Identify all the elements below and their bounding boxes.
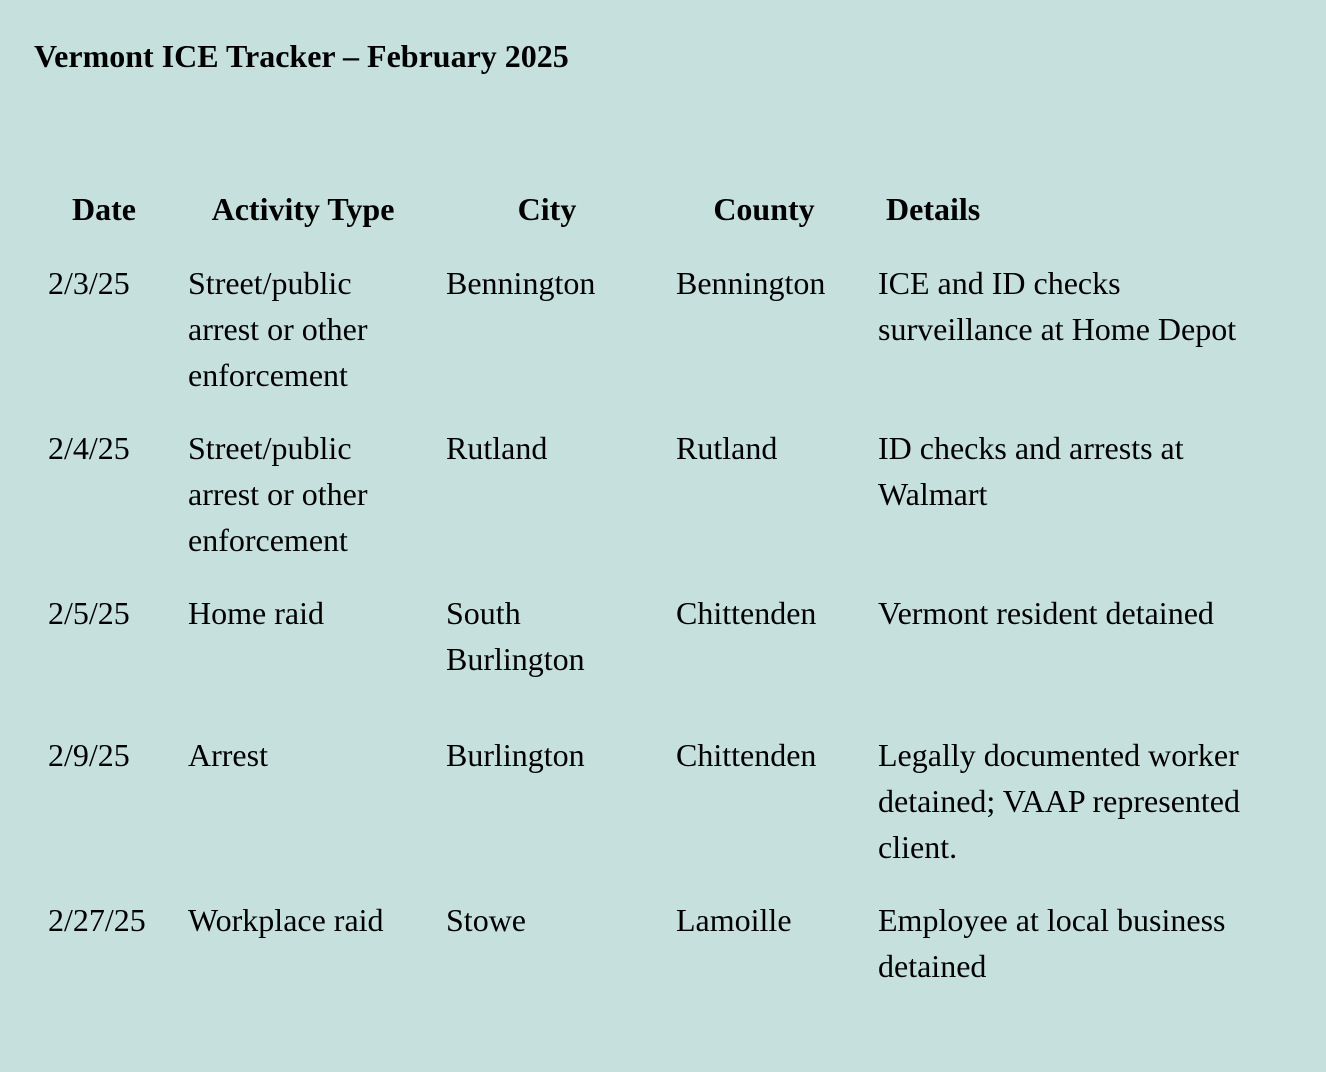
cell-activity-type: Workplace raid [188, 902, 384, 938]
cell-activity-type: Street/public arrest or other enforcement [188, 430, 368, 558]
cell-city: Burlington [446, 737, 585, 773]
cell-county: Chittenden [676, 595, 817, 631]
table-row [34, 260, 1274, 425]
table-row [34, 732, 1274, 897]
page-title: Vermont ICE Tracker – February 2025 [34, 38, 569, 74]
cell-date: 2/27/25 [48, 902, 146, 938]
cell-county: Bennington [676, 265, 826, 301]
cell-activity-type: Arrest [188, 737, 268, 773]
cell-date: 2/4/25 [48, 430, 130, 466]
table-row [34, 590, 1274, 732]
cell-details: ICE and ID checks surveillance at Home Depot [878, 265, 1237, 347]
table-row [34, 425, 1274, 590]
table-header-row [34, 186, 1274, 260]
cell-details: ID checks and arrests at Walmart [878, 430, 1184, 512]
cell-county: Chittenden [676, 737, 817, 773]
cell-details: Employee at local business detained [878, 902, 1226, 984]
column-header-date: Date [72, 191, 136, 227]
ice-activity-table [34, 186, 1274, 989]
table-row [34, 897, 1274, 989]
cell-date: 2/9/25 [48, 737, 130, 773]
cell-date: 2/5/25 [48, 595, 130, 631]
column-header-activity-type: Activity Type [211, 191, 395, 227]
column-header-city: City [517, 191, 577, 227]
cell-city: Bennington [446, 265, 596, 301]
cell-city: Rutland [446, 430, 548, 466]
cell-details: Vermont resident detained [878, 595, 1214, 631]
cell-activity-type: Home raid [188, 595, 324, 631]
column-header-details: Details [886, 191, 981, 227]
cell-details: Legally documented worker detained; VAAP represented client. [878, 737, 1240, 865]
cell-activity-type: Street/public arrest or other enforcement [188, 265, 368, 393]
cell-county: Lamoille [676, 902, 792, 938]
cell-county: Rutland [676, 430, 778, 466]
cell-city: Stowe [446, 902, 526, 938]
column-header-county: County [713, 191, 815, 227]
cell-date: 2/3/25 [48, 265, 130, 301]
cell-city: South Burlington [446, 595, 585, 677]
